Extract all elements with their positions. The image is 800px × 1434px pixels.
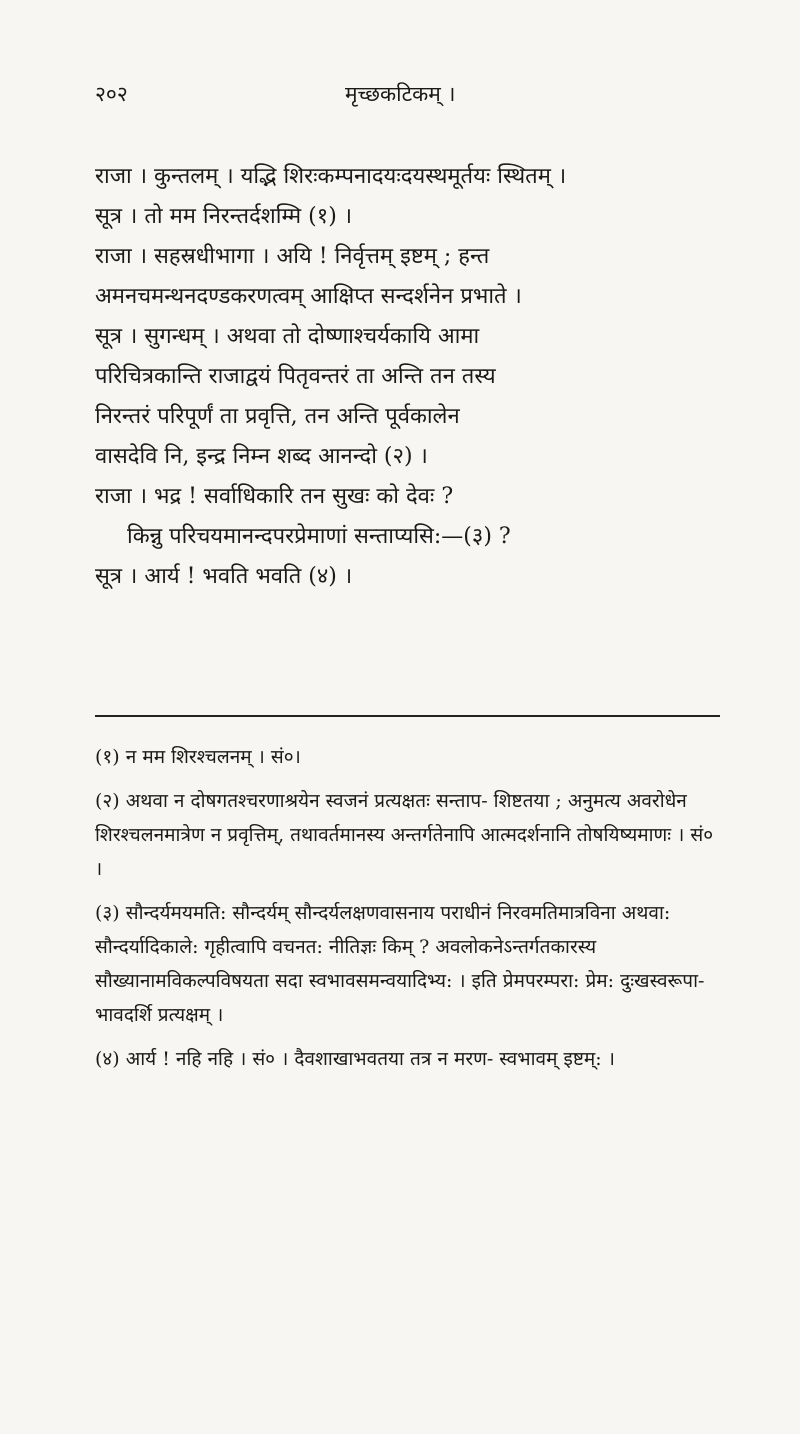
footnote: (४) आर्य ! नहि नहि । सं० । दैवशाखाभवतया तत्र न मरण- स्वभावम् इष्टम्: ।	[95, 1048, 615, 1070]
footnote: (२) अथवा न दोषगतश्चरणाश्रयेन स्वजनं प्रत्यक्षतः सन्ताप- शिष्टतया ; अनुमत्य अवरोधेन शिरश्चलनमात्रेण न प्रवृत्तिम्, तथावर्तमानस्य अन्तर्गतेनापि आत्मदर्शनानि तोषयिष्यमाणः । सं० ।	[95, 790, 714, 880]
text-line: वासदेवि नि, इन्द्र निम्न शब्द आनन्दो (२) ।	[95, 444, 428, 469]
footnote: (१) न मम शिरश्चलनम् । सं०।	[95, 746, 301, 768]
text-line: राजा । भद्र ! सर्वाधिकारि तन सुखः को देवः ?	[95, 484, 454, 509]
text-line: राजा । कुन्तलम् । यद्भि शिरःकम्पनादयःदयस्थमूर्तयः स्थितम् ।	[95, 164, 567, 189]
page-number: २०२	[95, 82, 128, 106]
text-line: राजा । सहस्रधीभागा । अयि ! निर्वृत्तम् इष्टम् ; हन्त	[95, 244, 490, 269]
text-line: अमनचमन्थनदण्डकरणत्वम् आक्षिप्त सन्दर्शनेन प्रभाते ।	[95, 284, 522, 309]
page-header	[95, 80, 500, 116]
text-line: सूत्र । आर्य ! भवति भवति (४) ।	[95, 564, 353, 589]
running-title: मृच्छकटिकम् ।	[345, 82, 456, 106]
footnotes	[95, 740, 720, 1086]
text-line: किन्नु परिचयमानन्दपरप्रेमाणां सन्ताप्यसि:—(३) ?	[127, 524, 511, 549]
text-line: निरन्तरं परिपूर्णं ता प्रवृत्ति, तन अन्ति पूर्वकालेन	[95, 404, 460, 429]
text-line: परिचित्रकान्ति राजाद्वयं पितृवन्तरं ता अन्ति तन तस्य	[95, 364, 496, 389]
footnote: (३) सौन्दर्यमयमति: सौन्दर्यम् सौन्दर्यलक्षणवासनाय पराधीनं निरवमतिमात्रविना अथवा: सौन्दर्यादिकाले: गृहीत्वापि वचनत: नीतिज्ञः किम् ? अवलोकनेऽन्तर्गतकारस्य सौख्यानामविकल्पविषयता सदा स्वभावसमन्वयादिभ्य: । इति प्रेमपरम्परा: प्रेम: दुःखस्वरूपा- भावदर्शि प्रत्यक्षम् ।	[95, 902, 705, 1026]
text-line: सूत्र । सुगन्धम् । अथवा तो दोष्णाश्चर्यकायि आमा	[95, 324, 480, 349]
footnote-divider	[95, 715, 720, 717]
main-text	[95, 160, 715, 600]
text-line: सूत्र । तो मम निरन्तर्दशम्मि (१) ।	[95, 204, 353, 229]
